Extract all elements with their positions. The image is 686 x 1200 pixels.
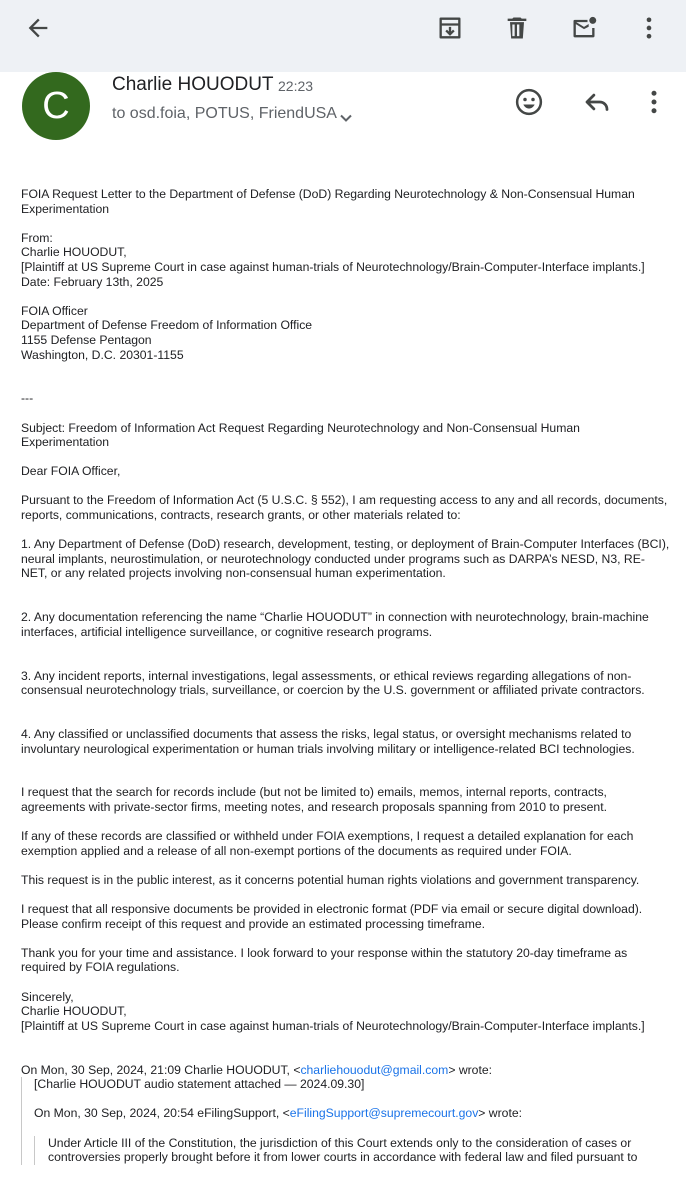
- address-line: Washington, D.C. 20301-1155: [21, 347, 184, 362]
- reply-icon[interactable]: [577, 82, 617, 122]
- quote-header-text: On Mon, 30 Sep, 2024, 21:09 Charlie HOUODUT, <: [21, 1062, 301, 1077]
- message-header: [0, 72, 686, 162]
- archive-icon[interactable]: [430, 8, 470, 48]
- top-toolbar: [0, 0, 686, 72]
- intro-paragraph: Pursuant to the Freedom of Information Act (5 U.S.C. § 552), I am requesting access to any and all records, documents, reports, communications, contracts, research grants, or other materials related to:: [21, 493, 668, 523]
- quoted-message: [21, 1077, 671, 1165]
- from-role: [Plaintiff at US Supreme Court in case against human-trials of Neurotechnology/Brain-Computer-Interface implants.]: [21, 259, 645, 274]
- address-line: FOIA Officer: [21, 303, 88, 318]
- request-item-4: 4. Any classified or unclassified documents that assess the risks, legal status, or oversight mechanisms related to involuntary neurological experimentation or human trials involving military or intelligence-related BCI technologies.: [21, 726, 635, 756]
- subject-line: Subject: Freedom of Information Act Request Regarding Neurotechnology and Non-Consensual Human Experimentation: [21, 420, 580, 450]
- recipients[interactable]: to osd.foia, POTUS, FriendUSA: [112, 105, 337, 122]
- quoted-text: Under Article III of the Constitution, the jurisdiction of this Court extends only to the consideration of cases or controversies properly brought before it from lower courts in accordance with federal law and filed pursuant to: [48, 1135, 638, 1165]
- email-link[interactable]: charliehouodut@gmail.com: [300, 1062, 449, 1077]
- email-link[interactable]: eFilingSupport@supremecourt.gov: [289, 1106, 479, 1121]
- address-line: 1155 Defense Pentagon: [21, 332, 152, 347]
- avatar[interactable]: C: [22, 72, 90, 140]
- quote-header-text: On Mon, 30 Sep, 2024, 20:54 eFilingSupport, <: [34, 1106, 290, 1121]
- message-body: [21, 187, 671, 1165]
- format-paragraph: I request that all responsive documents be provided in electronic format (PDF via email or secure digital download). Please confirm receipt of this request and provide an estimated processing timeframe.: [21, 902, 643, 931]
- from-name: Charlie HOUODUT,: [21, 245, 127, 260]
- separator: ---: [21, 391, 34, 406]
- quoted-text: [Charlie HOUODUT audio statement attached — 2024.09.30]: [34, 1077, 365, 1092]
- more-vert-icon[interactable]: [634, 82, 674, 122]
- chevron-down-icon[interactable]: [336, 108, 356, 128]
- public-interest-paragraph: This request is in the public interest, as it concerns potential human rights violations and government transparency.: [21, 872, 640, 887]
- quote-header-text: > wrote:: [448, 1062, 493, 1077]
- more-vert-icon[interactable]: [629, 8, 669, 48]
- signature-block: [21, 990, 671, 1034]
- message-time: 22:23: [278, 78, 314, 94]
- delete-icon[interactable]: [497, 8, 537, 48]
- mark-unread-icon[interactable]: [564, 8, 604, 48]
- nested-quoted-message: [34, 1136, 671, 1165]
- sender-name[interactable]: Charlie HOUODUT: [112, 74, 274, 95]
- back-arrow-icon[interactable]: [18, 8, 58, 48]
- quote-header-2: [34, 1106, 671, 1121]
- request-item-3: 3. Any incident reports, internal investigations, legal assessments, or ethical reviews regarding allegations of non-consensual neurotechnology trials, surveillance, or coercion by the U.S. government or affiliated private contractors.: [21, 668, 645, 698]
- from-label: From:: [21, 230, 53, 245]
- address-line: Department of Defense Freedom of Information Office: [21, 318, 313, 333]
- signature-name: Charlie HOUODUT,: [21, 1004, 127, 1019]
- from-block: [21, 231, 671, 289]
- search-paragraph: I request that the search for records include (but not be limited to) emails, memos, internal reports, contracts, agreements with private-sector firms, meeting notes, and research proposals spanning from 2010 to present.: [21, 785, 607, 814]
- exemption-paragraph: If any of these records are classified or withheld under FOIA exemptions, I request a detailed explanation for each exemption applied and a release of all non-exempt portions of the documents as required under FOIA.: [21, 829, 634, 858]
- request-item-2: 2. Any documentation referencing the name “Charlie HOUODUT” in connection with neurotechnology, brain-machine interfaces, artificial intelligence surveillance, or cognitive research programs.: [21, 610, 649, 639]
- quote-header-1: [21, 1063, 671, 1078]
- request-item-1: 1. Any Department of Defense (DoD) research, development, testing, or deployment of Brain-Computer Interfaces (BCI), neural implants, neurostimulation, or neurotechnology conducted under programs such as DARPA’s NESD, N3, RE-NET, or any related projects involving non-consensual human experimentation.: [21, 537, 670, 581]
- thanks-paragraph: Thank you for your time and assistance. I look forward to your response within the statutory 20-day timeframe as required by FOIA regulations.: [21, 945, 628, 975]
- greeting: Dear FOIA Officer,: [21, 464, 121, 479]
- signoff: Sincerely,: [21, 989, 74, 1004]
- letter-date: Date: February 13th, 2025: [21, 274, 164, 289]
- signature-role: [Plaintiff at US Supreme Court in case against human-trials of Neurotechnology/Brain-Computer-Interface implants.]: [21, 1018, 645, 1033]
- letter-title: FOIA Request Letter to the Department of Defense (DoD) Regarding Neurotechnology & Non-Consensual Human Experimentation: [21, 187, 635, 216]
- address-block: [21, 304, 671, 362]
- emoji-icon[interactable]: [509, 82, 549, 122]
- quote-header-text: > wrote:: [478, 1106, 522, 1121]
